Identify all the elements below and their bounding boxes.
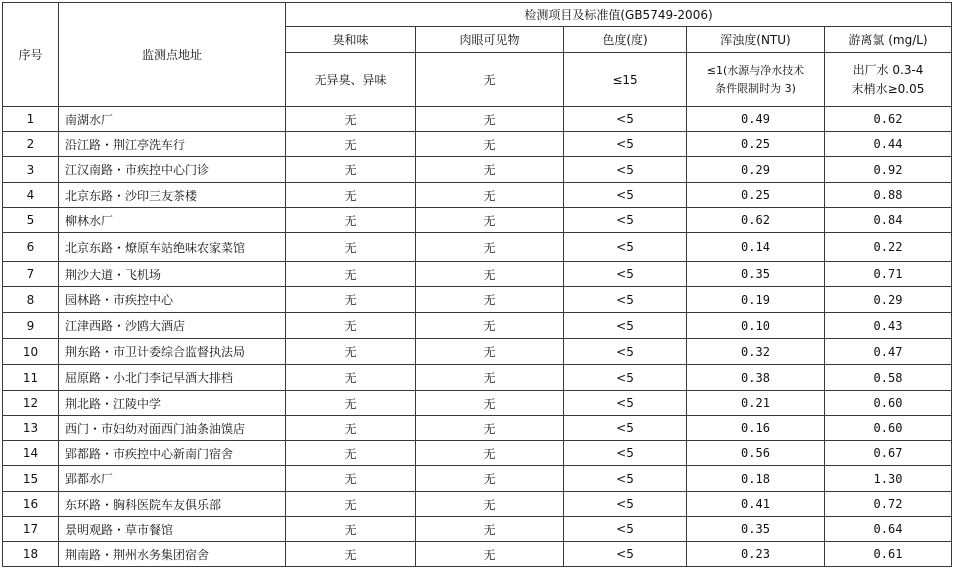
row-turbidity: 0.35 — [687, 262, 825, 287]
row-turbidity: 0.29 — [687, 157, 825, 183]
table-row — [3, 365, 952, 391]
row-address: 柳林水厂 — [59, 208, 286, 233]
row-odor: 无 — [286, 183, 416, 208]
row-turbidity: 0.38 — [687, 365, 825, 391]
standard-turbidity — [687, 53, 825, 107]
row-color: <5 — [564, 313, 687, 339]
row-chlorine: 0.60 — [825, 391, 952, 416]
row-visible: 无 — [416, 391, 564, 416]
table-row — [3, 441, 952, 466]
row-address: 西门・市妇幼对面西门油条油馍店 — [59, 416, 286, 441]
row-address: 荆沙大道・飞机场 — [59, 262, 286, 287]
row-address: 江津西路・沙鸥大酒店 — [59, 313, 286, 339]
row-seq: 4 — [3, 183, 59, 208]
row-address: 荆南路・荆州水务集团宿舍 — [59, 542, 286, 567]
row-odor: 无 — [286, 157, 416, 183]
table-row — [3, 233, 952, 262]
standard-odor: 无异臭、异味 — [286, 53, 416, 107]
row-seq: 10 — [3, 339, 59, 365]
row-seq: 6 — [3, 233, 59, 262]
row-odor: 无 — [286, 466, 416, 492]
row-address: 园林路・市疾控中心 — [59, 287, 286, 313]
row-seq: 11 — [3, 365, 59, 391]
row-chlorine: 0.67 — [825, 441, 952, 466]
row-turbidity: 0.16 — [687, 416, 825, 441]
row-chlorine: 0.43 — [825, 313, 952, 339]
row-color: <5 — [564, 466, 687, 492]
row-turbidity: 0.32 — [687, 339, 825, 365]
standard-visible: 无 — [416, 53, 564, 107]
header-turbidity: 浑浊度(NTU) — [687, 27, 825, 53]
row-turbidity: 0.62 — [687, 208, 825, 233]
row-visible: 无 — [416, 416, 564, 441]
row-odor: 无 — [286, 132, 416, 157]
row-color: <5 — [564, 262, 687, 287]
row-seq: 2 — [3, 132, 59, 157]
row-turbidity: 0.25 — [687, 132, 825, 157]
row-chlorine: 0.29 — [825, 287, 952, 313]
row-seq: 12 — [3, 391, 59, 416]
row-color: <5 — [564, 183, 687, 208]
row-chlorine: 0.61 — [825, 542, 952, 567]
row-color: <5 — [564, 542, 687, 567]
row-address: 北京东路・沙印三友茶楼 — [59, 183, 286, 208]
row-visible: 无 — [416, 339, 564, 365]
row-color: <5 — [564, 233, 687, 262]
row-turbidity: 0.49 — [687, 107, 825, 132]
table-row — [3, 157, 952, 183]
row-visible: 无 — [416, 542, 564, 567]
row-turbidity: 0.56 — [687, 441, 825, 466]
row-color: <5 — [564, 208, 687, 233]
row-visible: 无 — [416, 132, 564, 157]
header-color: 色度(度) — [564, 27, 687, 53]
row-color: <5 — [564, 416, 687, 441]
row-color: <5 — [564, 157, 687, 183]
row-address: 北京东路・燎原车站绝味农家菜馆 — [59, 233, 286, 262]
row-visible: 无 — [416, 365, 564, 391]
row-turbidity: 0.10 — [687, 313, 825, 339]
row-turbidity: 0.18 — [687, 466, 825, 492]
row-visible: 无 — [416, 517, 564, 542]
header-visible: 肉眼可见物 — [416, 27, 564, 53]
row-chlorine: 1.30 — [825, 466, 952, 492]
header-address: 监测点地址 — [59, 3, 286, 107]
table-row — [3, 517, 952, 542]
row-odor: 无 — [286, 441, 416, 466]
row-address: 荆东路・市卫计委综合监督执法局 — [59, 339, 286, 365]
table-row — [3, 183, 952, 208]
row-seq: 17 — [3, 517, 59, 542]
row-address: 东环路・胸科医院车友俱乐部 — [59, 492, 286, 517]
header-seq: 序号 — [3, 3, 59, 107]
standard-chlorine-line2: 末梢水≥0.05 — [851, 81, 925, 96]
row-visible: 无 — [416, 441, 564, 466]
row-visible: 无 — [416, 466, 564, 492]
row-visible: 无 — [416, 183, 564, 208]
row-address: 沿江路・荆江亭洗车行 — [59, 132, 286, 157]
row-chlorine: 0.47 — [825, 339, 952, 365]
row-color: <5 — [564, 132, 687, 157]
table-row — [3, 542, 952, 567]
row-chlorine: 0.71 — [825, 262, 952, 287]
table-row — [3, 339, 952, 365]
row-odor: 无 — [286, 313, 416, 339]
row-color: <5 — [564, 391, 687, 416]
row-color: <5 — [564, 287, 687, 313]
table-row — [3, 313, 952, 339]
row-odor: 无 — [286, 262, 416, 287]
standard-turbidity-line1: ≤1(水源与净水技术 — [706, 63, 805, 77]
row-chlorine: 0.22 — [825, 233, 952, 262]
row-seq: 13 — [3, 416, 59, 441]
table-row — [3, 287, 952, 313]
row-turbidity: 0.35 — [687, 517, 825, 542]
row-color: <5 — [564, 517, 687, 542]
row-odor: 无 — [286, 339, 416, 365]
row-chlorine: 0.60 — [825, 416, 952, 441]
row-chlorine: 0.72 — [825, 492, 952, 517]
table-row — [3, 391, 952, 416]
row-color: <5 — [564, 492, 687, 517]
water-quality-table — [2, 2, 952, 567]
row-visible: 无 — [416, 208, 564, 233]
row-chlorine: 0.88 — [825, 183, 952, 208]
row-color: <5 — [564, 107, 687, 132]
row-chlorine: 0.44 — [825, 132, 952, 157]
row-odor: 无 — [286, 492, 416, 517]
standard-turbidity-line2: 条件限制时为 3) — [715, 81, 796, 95]
row-visible: 无 — [416, 157, 564, 183]
row-visible: 无 — [416, 313, 564, 339]
row-color: <5 — [564, 339, 687, 365]
row-turbidity: 0.41 — [687, 492, 825, 517]
row-visible: 无 — [416, 492, 564, 517]
row-color: <5 — [564, 441, 687, 466]
row-odor: 无 — [286, 208, 416, 233]
row-odor: 无 — [286, 233, 416, 262]
row-odor: 无 — [286, 517, 416, 542]
row-address: 江汉南路・市疾控中心门诊 — [59, 157, 286, 183]
header-odor: 臭和味 — [286, 27, 416, 53]
table-row — [3, 466, 952, 492]
row-odor: 无 — [286, 287, 416, 313]
row-seq: 16 — [3, 492, 59, 517]
row-seq: 18 — [3, 542, 59, 567]
row-visible: 无 — [416, 233, 564, 262]
row-seq: 1 — [3, 107, 59, 132]
row-visible: 无 — [416, 287, 564, 313]
row-turbidity: 0.23 — [687, 542, 825, 567]
row-chlorine: 0.64 — [825, 517, 952, 542]
row-visible: 无 — [416, 262, 564, 287]
row-chlorine: 0.84 — [825, 208, 952, 233]
row-seq: 5 — [3, 208, 59, 233]
table-row — [3, 262, 952, 287]
row-chlorine: 0.58 — [825, 365, 952, 391]
standard-color: ≤15 — [564, 53, 687, 107]
row-turbidity: 0.25 — [687, 183, 825, 208]
table-body — [3, 107, 952, 567]
row-address: 景明观路・草市餐馆 — [59, 517, 286, 542]
row-visible: 无 — [416, 107, 564, 132]
row-chlorine: 0.62 — [825, 107, 952, 132]
row-seq: 14 — [3, 441, 59, 466]
row-odor: 无 — [286, 391, 416, 416]
row-address: 屈原路・小北门李记早酒大排档 — [59, 365, 286, 391]
row-seq: 9 — [3, 313, 59, 339]
row-address: 荆北路・江陵中学 — [59, 391, 286, 416]
standard-chlorine — [825, 53, 952, 107]
table-row — [3, 416, 952, 441]
table-row — [3, 208, 952, 233]
row-color: <5 — [564, 365, 687, 391]
row-seq: 7 — [3, 262, 59, 287]
table-row — [3, 492, 952, 517]
row-odor: 无 — [286, 107, 416, 132]
header-test-items: 检测项目及标准值(GB5749-2006) — [286, 3, 952, 27]
row-address: 郢都水厂 — [59, 466, 286, 492]
row-odor: 无 — [286, 416, 416, 441]
table-row — [3, 132, 952, 157]
row-seq: 3 — [3, 157, 59, 183]
row-address: 南湖水厂 — [59, 107, 286, 132]
row-address: 郢都路・市疾控中心新南门宿舍 — [59, 441, 286, 466]
row-seq: 15 — [3, 466, 59, 492]
table-row — [3, 107, 952, 132]
row-turbidity: 0.14 — [687, 233, 825, 262]
row-turbidity: 0.19 — [687, 287, 825, 313]
row-turbidity: 0.21 — [687, 391, 825, 416]
standard-chlorine-line1: 出厂水 0.3-4 — [852, 62, 924, 77]
row-odor: 无 — [286, 542, 416, 567]
header-chlorine: 游离氯 (mg/L) — [825, 27, 952, 53]
row-chlorine: 0.92 — [825, 157, 952, 183]
row-odor: 无 — [286, 365, 416, 391]
row-seq: 8 — [3, 287, 59, 313]
